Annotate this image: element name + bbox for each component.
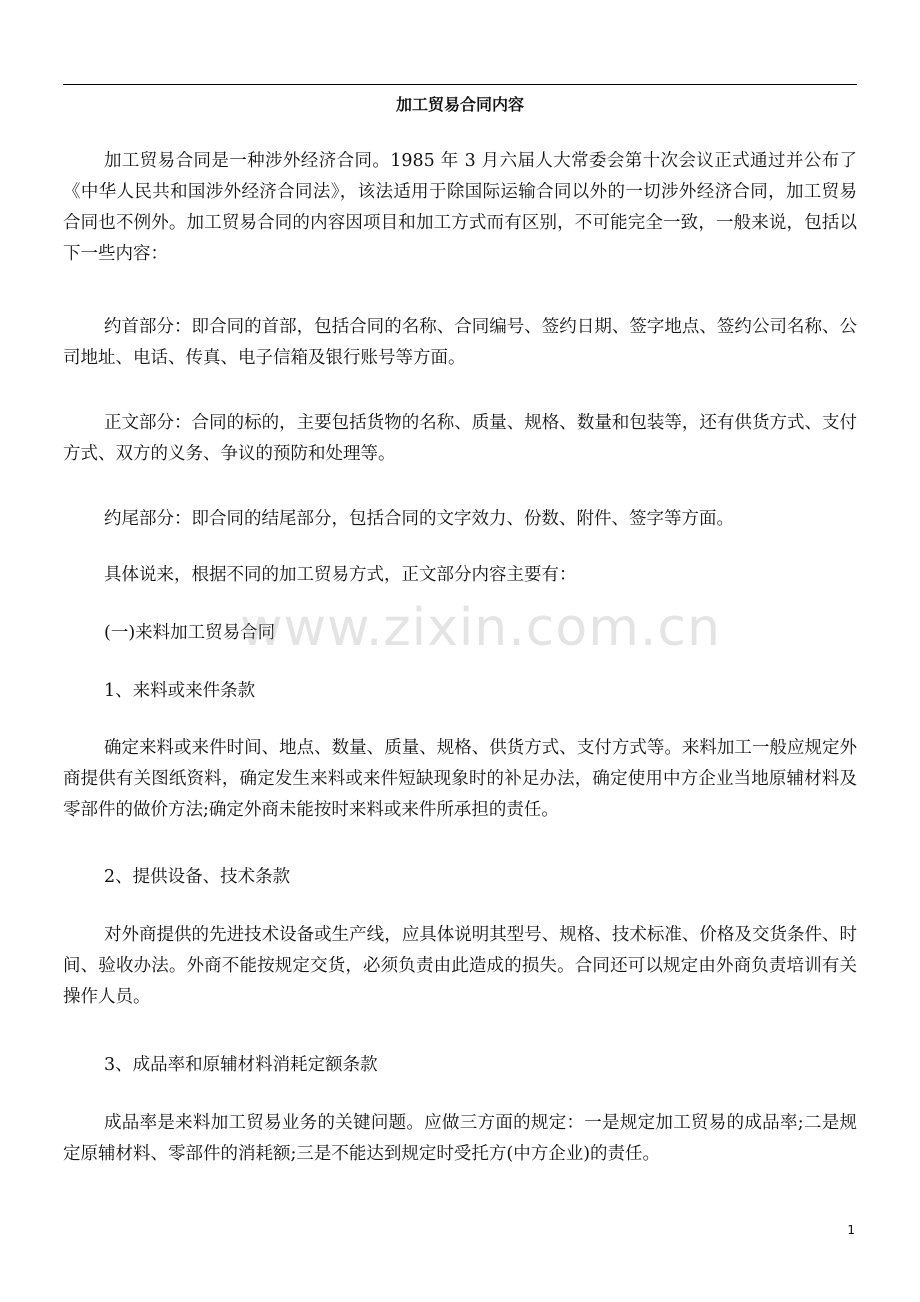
watermark: www.zixin.com.cn — [240, 598, 721, 658]
clause-heading-1: 1、来料或来件条款 — [104, 681, 256, 701]
clause-3-body: 成品率是来料加工贸易业务的关键问题。应做三方面的规定：一是规定加工贸易的成品率;二是规定原辅材料、零部件的消耗额;三是不能达到规定时受托方(中方企业)的责任。 — [63, 1113, 857, 1164]
paragraph-specifics: 具体说来，根据不同的加工贸易方式，正文部分内容主要有： — [104, 565, 577, 585]
paragraph-body-section: 正文部分：合同的标的，主要包括货物的名称、质量、规格、数量和包装等，还有供货方式、支付方式、双方的义务、争议的预防和处理等。 — [63, 413, 857, 464]
document-title: 加工贸易合同内容 — [395, 95, 524, 114]
paragraph-intro: 加工贸易合同是一种涉外经济合同。1985 年 3 月六届人大常委会第十次会议正式通过并公布了《中华人民共和国涉外经济合同法》，该法适用于除国际运输合同以外的一切涉外经济合同，加工贸易合同也不例外。加工贸易合同的内容因项目和加工方式而有区别，不可能完全一致，一般来说，包括以下一些内容： — [63, 151, 857, 264]
paragraph-closing-section: 约尾部分：即合同的结尾部分，包括合同的文字效力、份数、附件、签字等方面。 — [104, 509, 734, 529]
clause-heading-2: 2、提供设备、技术条款 — [104, 867, 291, 887]
paragraph-header-section: 约首部分：即合同的首部，包括合同的名称、合同编号、签约日期、签字地点、签约公司名称、公司地址、电话、传真、电子信箱及银行账号等方面。 — [63, 317, 857, 368]
clause-2-body: 对外商提供的先进技术设备或生产线，应具体说明其型号、规格、技术标准、价格及交货条件、时间、验收办法。外商不能按规定交货，必须负责由此造成的损失。合同还可以规定由外商负责培训有关操作人员。 — [63, 925, 857, 1007]
header-rule — [63, 84, 857, 85]
clause-heading-3: 3、成品率和原辅材料消耗定额条款 — [104, 1055, 378, 1075]
page-number: 1 — [847, 1223, 855, 1237]
section-heading-processing-contract: (一)来料加工贸易合同 — [104, 623, 276, 643]
clause-1-body: 确定来料或来件时间、地点、数量、质量、规格、供货方式、支付方式等。来料加工一般应规定外商提供有关图纸资料，确定发生来料或来件短缺现象时的补足办法，确定使用中方企业当地原辅材料及零部件的做价方法;确定外商未能按时来料或来件所承担的责任。 — [63, 738, 857, 820]
